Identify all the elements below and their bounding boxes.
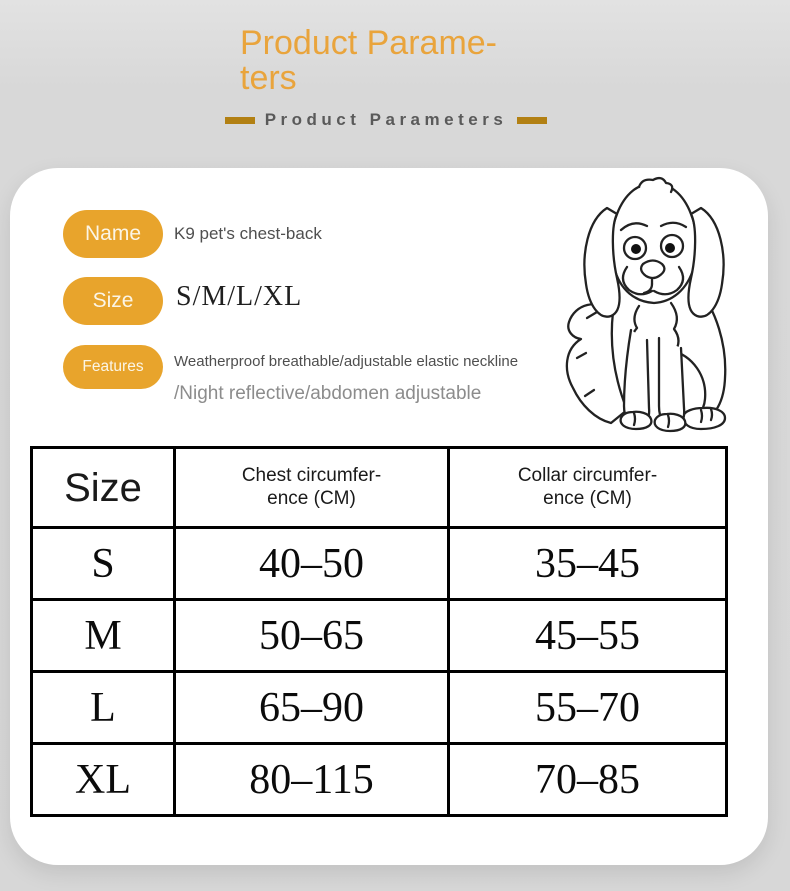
cell-collar: 70–85 — [449, 744, 727, 816]
cell-chest: 40–50 — [175, 528, 449, 600]
table-row — [32, 744, 727, 816]
cell-chest: 80–115 — [175, 744, 449, 816]
puppy-line-drawing-icon — [552, 172, 758, 434]
cell-collar: 55–70 — [449, 672, 727, 744]
table-row — [32, 528, 727, 600]
cell-collar: 35–45 — [449, 528, 727, 600]
table-row — [32, 672, 727, 744]
features-value-line2: /Night reflective/abdomen adjustable — [174, 383, 482, 404]
features-label-pill — [63, 345, 163, 389]
cell-collar: 45–55 — [449, 600, 727, 672]
column-header-collar: Collar circumfer- ence (CM) — [449, 448, 727, 528]
page-title-line1: Product Parame- — [240, 24, 497, 62]
name-value: K9 pet's chest-back — [174, 224, 322, 243]
page-title-line2: ters — [240, 59, 297, 97]
size-chart-header-row — [32, 448, 727, 528]
section-heading-label: Product Parameters — [264, 110, 508, 129]
left-accent-bar — [225, 117, 255, 124]
cell-size: L — [32, 672, 175, 744]
cell-size: M — [32, 600, 175, 672]
cell-size: S — [32, 528, 175, 600]
section-heading — [0, 110, 781, 130]
column-header-chest: Chest circumfer- ence (CM) — [175, 448, 449, 528]
features-label: Features — [82, 358, 144, 375]
size-value: S/M/L/XL — [176, 281, 303, 312]
cell-size: XL — [32, 744, 175, 816]
size-label-pill — [63, 277, 163, 325]
size-chart-table — [30, 446, 728, 817]
size-label: Size — [92, 289, 134, 312]
column-header-size: Size — [32, 448, 175, 528]
page-title — [240, 26, 530, 96]
table-row — [32, 600, 727, 672]
features-value-line1: Weatherproof breathable/adjustable elastic neckline — [174, 353, 519, 370]
right-accent-bar — [517, 117, 547, 124]
cell-chest: 50–65 — [175, 600, 449, 672]
name-label: Name — [84, 222, 142, 245]
cell-chest: 65–90 — [175, 672, 449, 744]
name-label-pill — [63, 210, 163, 258]
